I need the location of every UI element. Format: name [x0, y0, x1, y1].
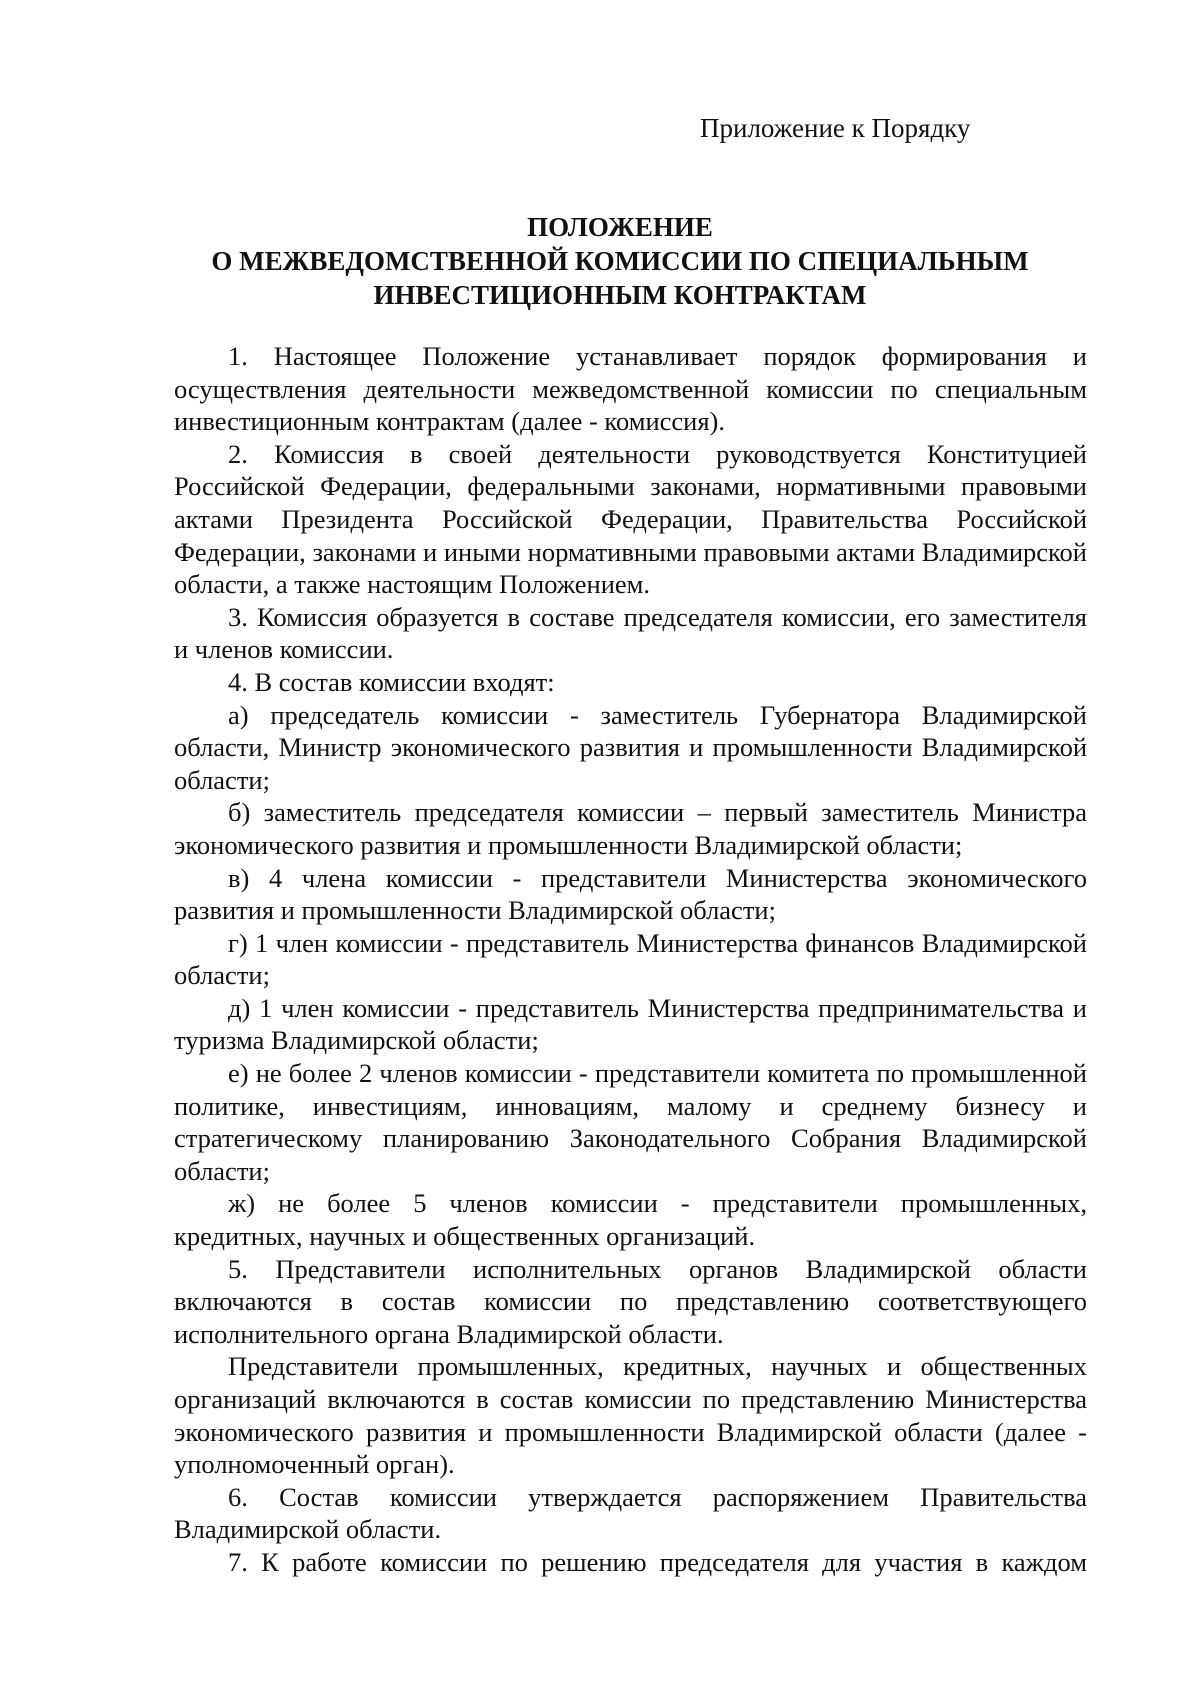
paragraph-4: 4. В состав комиссии входят:: [228, 666, 555, 697]
paragraph-2: 2. Комиссия в своей деятельности руководствуется Конституцией Российской Федерации, федеральными законами, нормативными правовыми актами Президента Российской Федерации, Правительства Российской Федерации, законами и иными нормативными правовыми актами Владимирской области, а также настоящим Положением.: [174, 438, 1087, 600]
paragraph-5: 5. Представители исполнительных органов Владимирской области включаются в состав комиссии по представлению соответствующего исполнительного органа Владимирской области.: [174, 1253, 1087, 1349]
list-item-zh: ж) не более 5 членов комиссии - представители промышленных, кредитных, научных и общественных организаций.: [174, 1188, 1087, 1252]
document-title: [150, 210, 1090, 312]
paragraph-7: 7. К работе комиссии по решению председателя для участия в каждом: [228, 1546, 1087, 1577]
list-item-g: г) 1 член комиссии - представитель Министерства финансов Владимирской области;: [174, 927, 1087, 991]
document-body: [174, 340, 1087, 1579]
paragraph-3: 3. Комиссия образуется в составе председателя комиссии, его заместителя и членов комиссии.: [174, 601, 1087, 665]
list-item-d: д) 1 член комиссии - представитель Министерства предпринимательства и туризма Владимирской области;: [174, 992, 1087, 1056]
appendix-label: Приложение к Порядку: [700, 113, 971, 143]
list-item-e: е) не более 2 членов комиссии - представители комитета по промышленной политике, инвестициям, инновациям, малому и среднему бизнесу и стратегическому планированию Законодательного Собрания Владимирской области;: [174, 1058, 1087, 1186]
title-line-2: О МЕЖВЕДОМСТВЕННОЙ КОМИССИИ ПО СПЕЦИАЛЬНЫМ: [211, 246, 1029, 276]
paragraph-1: 1. Настоящее Положение устанавливает порядок формирования и осуществления деятельности межведомственной комиссии по специальным инвестиционным контрактам (далее - комиссия).: [174, 341, 1087, 437]
list-item-a: а) председатель комиссии - заместитель Губернатора Владимирской области, Министр экономического развития и промышленности Владимирской области;: [174, 699, 1087, 795]
paragraph-5-continued: Представители промышленных, кредитных, научных и общественных организаций включаются в состав комиссии по представлению Министерства экономического развития и промышленности Владимирской области (далее - уполномоченный орган).: [174, 1351, 1087, 1480]
paragraph-6: 6. Состав комиссии утверждается распоряжением Правительства Владимирской области.: [174, 1481, 1087, 1545]
list-item-v: в) 4 члена комиссии - представители Министерства экономического развития и промышленности Владимирской области;: [174, 862, 1087, 926]
title-line-3: ИНВЕСТИЦИОННЫМ КОНТРАКТАМ: [373, 280, 867, 310]
title-line-1: ПОЛОЖЕНИЕ: [527, 212, 713, 242]
list-item-b: б) заместитель председателя комиссии – первый заместитель Министра экономического развития и промышленности Владимирской области;: [174, 797, 1087, 860]
